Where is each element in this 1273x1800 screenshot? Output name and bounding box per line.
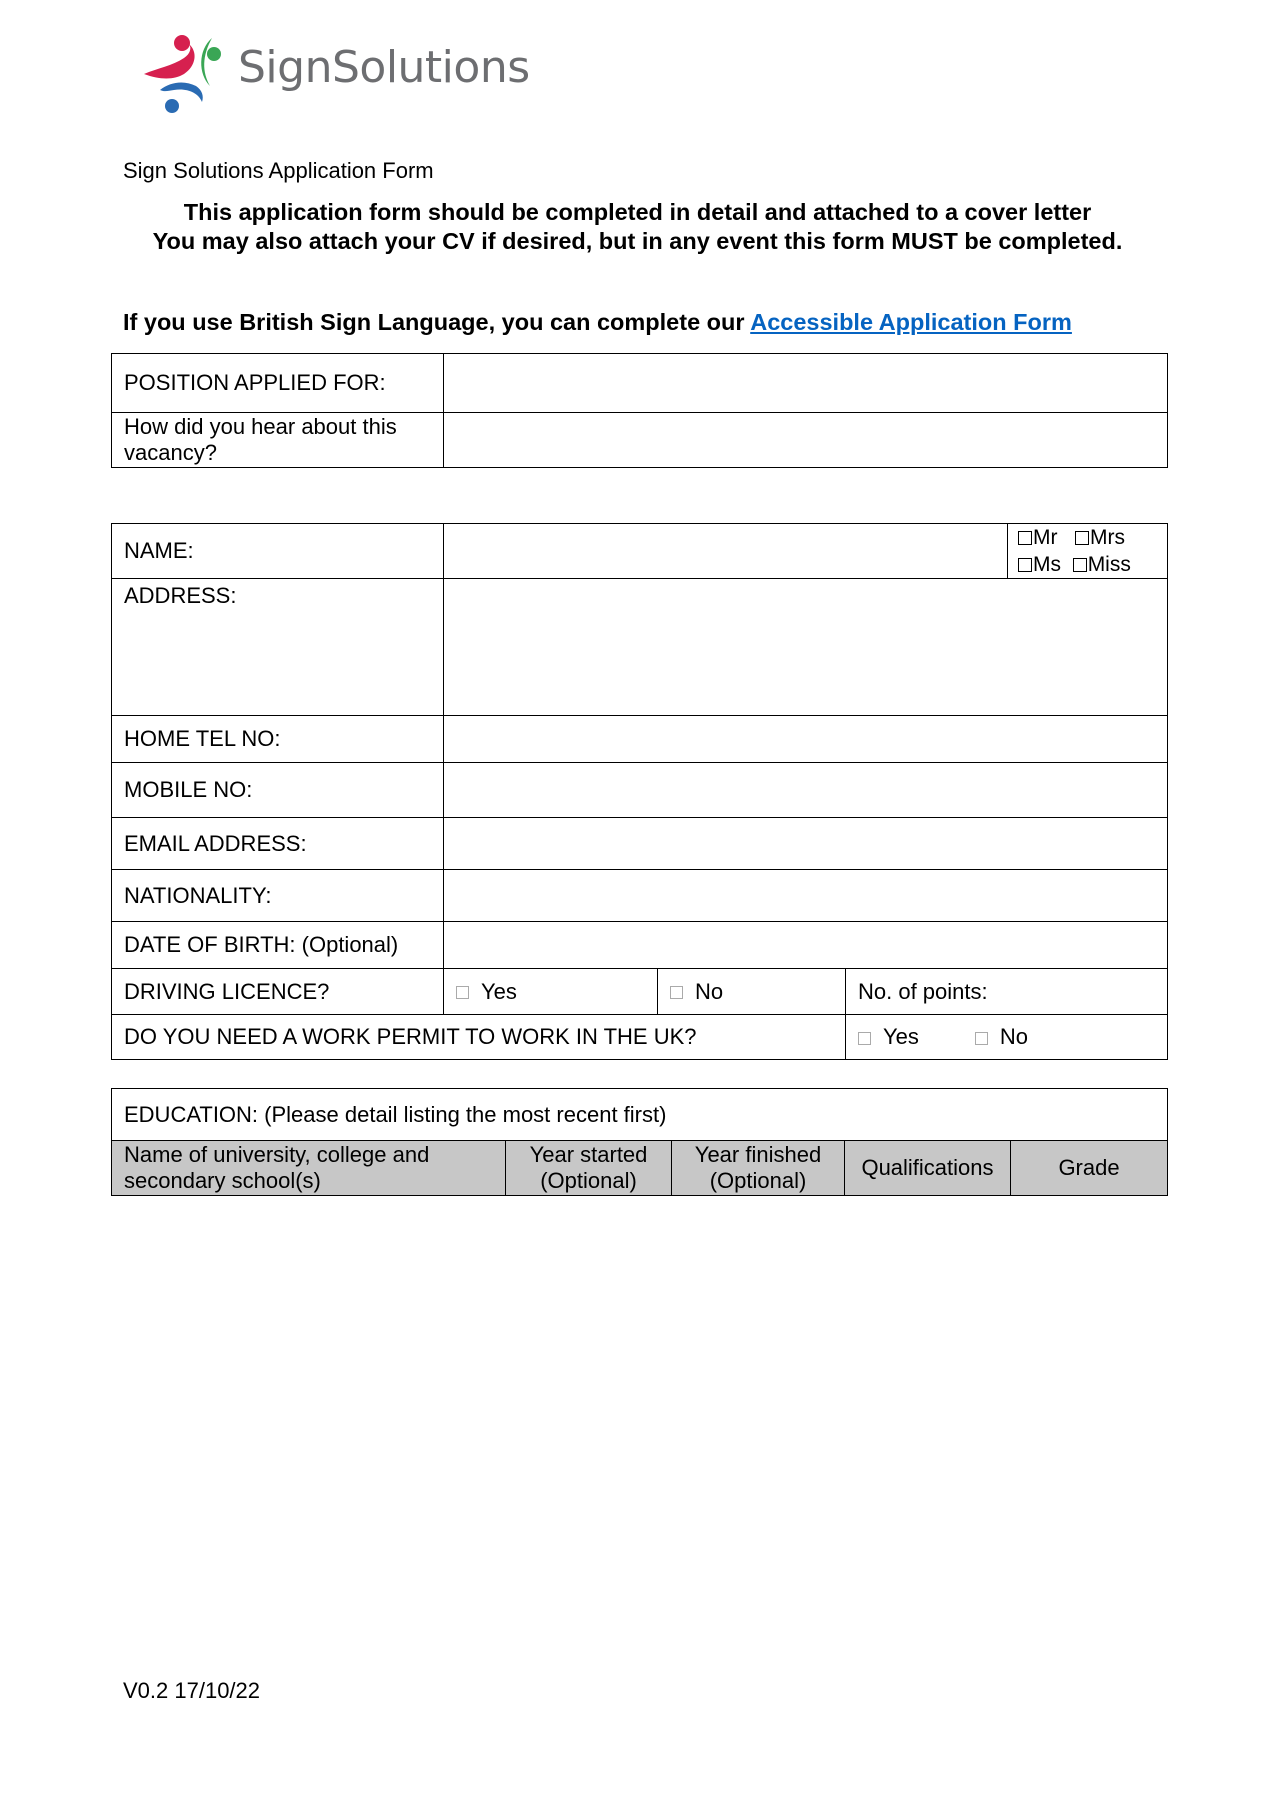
intro-line-1: This application form should be completed in detail and attached to a cover letter: [183, 199, 1092, 225]
home-tel-label: HOME TEL NO:: [112, 716, 444, 763]
col-institution: Name of university, college and secondary school(s): [112, 1141, 506, 1196]
bsl-prefix: If you use British Sign Language, you can complete our: [123, 309, 745, 335]
points-field[interactable]: [846, 969, 1168, 1015]
mobile-field[interactable]: [444, 763, 1168, 818]
title-option-miss[interactable]: Miss: [1073, 553, 1131, 576]
personal-details-table: [111, 523, 1168, 1060]
permit-no-option[interactable]: No: [975, 1024, 1028, 1049]
checkbox-icon: [858, 1032, 871, 1045]
points-label: No. of points:: [858, 978, 988, 1004]
title-options: [1008, 524, 1168, 579]
name-field[interactable]: [444, 524, 1008, 579]
dob-field[interactable]: [444, 922, 1168, 969]
work-permit-label: DO YOU NEED A WORK PERMIT TO WORK IN THE UK?: [112, 1015, 846, 1060]
checkbox-icon: [1018, 531, 1032, 545]
hear-about-field[interactable]: [444, 413, 1168, 468]
col-grade: Grade: [1011, 1141, 1168, 1196]
licence-yes-option[interactable]: Yes: [444, 969, 658, 1015]
col-year-started: Year started (Optional): [506, 1141, 672, 1196]
accessible-form-link[interactable]: Accessible Application Form: [750, 309, 1072, 335]
version-footer: V0.2 17/10/22: [123, 1678, 261, 1703]
intro-line-2: You may also attach your CV if desired, but in any event this form MUST be completed.: [152, 228, 1123, 254]
dob-label: DATE OF BIRTH: (Optional): [112, 922, 444, 969]
position-table: [111, 353, 1168, 468]
title-option-mr[interactable]: Mr: [1018, 526, 1058, 549]
education-table: [111, 1088, 1168, 1196]
sign-solutions-logo-icon: [140, 30, 235, 120]
bsl-notice: [123, 309, 1072, 336]
driving-licence-label: DRIVING LICENCE?: [112, 969, 444, 1015]
title-option-mrs[interactable]: Mrs: [1075, 526, 1125, 549]
education-heading: EDUCATION: (Please detail listing the most recent first): [112, 1089, 1168, 1141]
checkbox-icon: [975, 1032, 988, 1045]
checkbox-icon: [1018, 558, 1032, 572]
checkbox-icon: [670, 986, 683, 999]
permit-yes-option[interactable]: Yes: [858, 1024, 919, 1049]
address-label: ADDRESS:: [112, 579, 444, 716]
email-field[interactable]: [444, 818, 1168, 870]
checkbox-icon: [1075, 531, 1089, 545]
title-option-ms[interactable]: Ms: [1018, 553, 1061, 576]
work-permit-options: [846, 1015, 1168, 1060]
name-label: NAME:: [112, 524, 444, 579]
document-title: Sign Solutions Application Form: [123, 158, 434, 183]
position-label: POSITION APPLIED FOR:: [112, 354, 444, 413]
home-tel-field[interactable]: [444, 716, 1168, 763]
col-qualifications: Qualifications: [845, 1141, 1011, 1196]
col-year-finished: Year finished (Optional): [672, 1141, 845, 1196]
checkbox-icon: [456, 986, 469, 999]
email-label: EMAIL ADDRESS:: [112, 818, 444, 870]
address-field[interactable]: [444, 579, 1168, 716]
brand-logo: [140, 30, 540, 120]
brand-name: SignSolutions: [238, 42, 530, 93]
nationality-field[interactable]: [444, 870, 1168, 922]
licence-no-option[interactable]: No: [658, 969, 846, 1015]
hear-about-label: How did you hear about this vacancy?: [112, 413, 444, 468]
nationality-label: NATIONALITY:: [112, 870, 444, 922]
position-field[interactable]: [444, 354, 1168, 413]
checkbox-icon: [1073, 558, 1087, 572]
mobile-label: MOBILE NO:: [112, 763, 444, 818]
